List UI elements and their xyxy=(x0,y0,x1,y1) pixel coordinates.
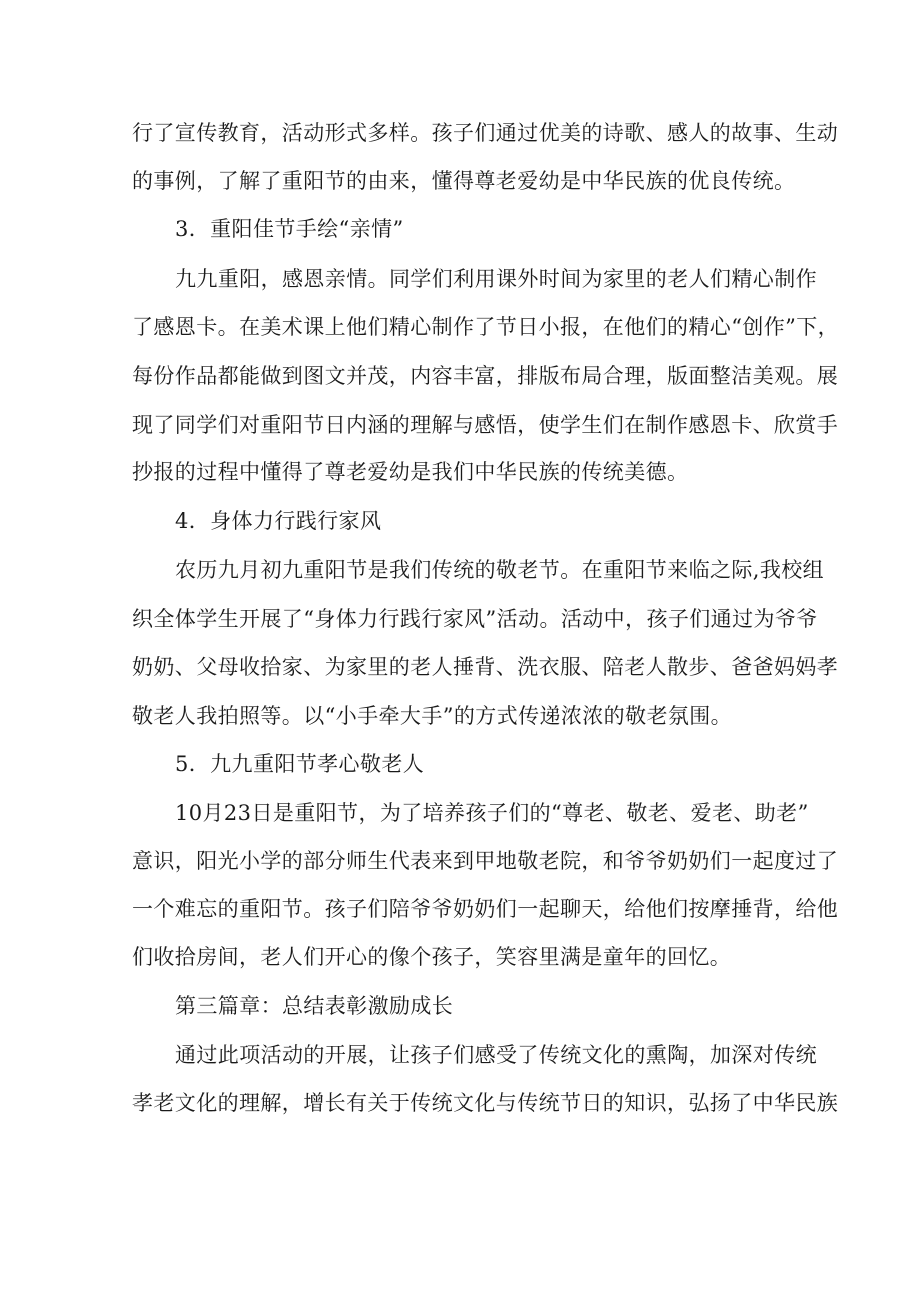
body-text-line: 一个难忘的重阳节。孩子们陪爷爷奶奶们一起聊天，给他们按摩捶背，给他 xyxy=(132,897,839,921)
body-text-line: 奶奶、父母收拾家、为家里的老人捶背、洗衣服、陪老人散步、爸爸妈妈孝 xyxy=(132,655,839,679)
body-text-line: 孝老文化的理解，增长有关于传统文化与传统节日的知识，弘扬了中华民族 xyxy=(132,1091,839,1115)
body-text-line: 每份作品都能做到图文并茂，内容丰富，排版布局合理，版面整洁美观。展 xyxy=(132,364,839,388)
section-heading-4: 4．身体力行践行家风 xyxy=(175,509,382,533)
paragraph-first-line: 农历九月初九重阳节是我们传统的敬老节。在重阳节来临之际,我校组 xyxy=(175,558,825,582)
body-text-line: 了感恩卡。在美术课上他们精心制作了节日小报，在他们的精心“创作”下， xyxy=(132,315,840,339)
body-text-line: 抄报的过程中懂得了尊老爱幼是我们中华民族的传统美德。 xyxy=(132,460,689,484)
section-heading-3: 3．重阳佳节手绘“亲情” xyxy=(175,217,404,241)
body-text-line: 现了同学们对重阳节日内涵的理解与感悟，使学生们在制作感恩卡、欣赏手 xyxy=(132,413,839,437)
chapter-heading: 第三篇章：总结表彰激励成长 xyxy=(175,994,454,1018)
body-text-line: 织全体学生开展了“身体力行践行家风”活动。活动中，孩子们通过为爷爷 xyxy=(132,607,818,631)
section-heading-5: 5．九九重阳节孝心敬老人 xyxy=(175,752,425,776)
body-text-line: 意识，阳光小学的部分师生代表来到甲地敬老院，和爷爷奶奶们一起度过了 xyxy=(132,849,839,873)
body-text-line: 行了宣传教育，活动形式多样。孩子们通过优美的诗歌、感人的故事、生动 xyxy=(132,121,839,145)
paragraph-first-line: 10月23日是重阳节，为了培养孩子们的“尊老、敬老、爱老、助老” xyxy=(175,801,809,825)
body-text-line: 们收拾房间，老人们开心的像个孩子，笑容里满是童年的回忆。 xyxy=(132,945,732,969)
paragraph-first-line: 通过此项活动的开展，让孩子们感受了传统文化的熏陶，加深对传统 xyxy=(175,1043,817,1067)
paragraph-first-line: 九九重阳，感恩亲情。同学们利用课外时间为家里的老人们精心制作 xyxy=(175,267,817,291)
body-text-line: 敬老人我拍照等。以“小手牵大手”的方式传递浓浓的敬老氛围。 xyxy=(132,704,733,728)
body-text-line: 的事例，了解了重阳节的由来，懂得尊老爱幼是中华民族的优良传统。 xyxy=(132,169,796,193)
